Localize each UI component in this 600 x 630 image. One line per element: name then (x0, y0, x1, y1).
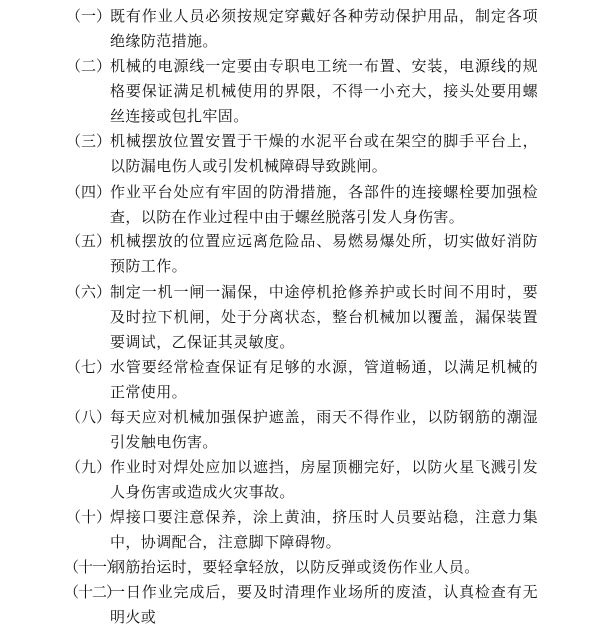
item-number: （九） (66, 458, 112, 476)
item-text: 水管要经常检查保证有足够的水源，管道畅通，以满足机械的正常使用。 (110, 358, 538, 401)
item-number: （十） (66, 508, 112, 526)
item-text: 制定一机一闸一漏保，中途停机抢修养护或长时间不用时，要及时拉下机闸，处于分离状态，整台机械加以覆盖，漏保装置要调试，乙保证其灵敏度。 (110, 283, 538, 351)
item-text: 每天应对机械加强保护遮盖，雨天不得作业，以防钢筋的潮湿引发触电伤害。 (110, 408, 538, 451)
item-text: 作业平台处应有牢固的防滑措施，各部件的连接螺栓要加强检查，以防在作业过程中由于螺丝脱落引发人身伤害。 (110, 183, 538, 226)
item-number: （十一） (64, 558, 121, 576)
item-number: （八） (66, 408, 112, 426)
item-text: 机械摆放的位置应远离危险品、易燃易爆处所，切实做好消防预防工作。 (110, 232, 538, 275)
item-number: （六） (66, 283, 112, 301)
item-number: （五） (66, 232, 112, 250)
item-number: （二） (66, 57, 112, 75)
item-text: 机械的电源线一定要由专职电工统一布置、安装，电源线的规格要保证满足机械使用的界限，不得一小充大，接头处要用螺丝连接或包扎牢固。 (110, 57, 538, 125)
item-number: （四） (66, 183, 112, 201)
item-text: 作业时对焊处应加以遮挡，房屋顶棚完好，以防火星飞溅引发人身伤害或造成火灾事故。 (110, 458, 538, 501)
item-number: （一） (66, 7, 112, 25)
item-number: （十二） (64, 583, 121, 601)
item-text: 既有作业人员必须按规定穿戴好各种劳动保护用品，制定各项绝缘防范措施。 (110, 7, 538, 50)
item-number: （三） (66, 132, 112, 150)
item-text: 一日作业完成后，要及时清理作业场所的废渣，认真检查有无明火或 (110, 583, 538, 626)
item-text: 焊接口要注意保养，涂上黄油，挤压时人员要站稳，注意力集中，协调配合，注意脚下障碍物。 (110, 508, 538, 551)
item-number: （七） (66, 358, 112, 376)
item-text: 机械摆放位置安置于干燥的水泥平台或在架空的脚手平台上，以防漏电伤人或引发机械障碍导致跳闸。 (110, 132, 538, 175)
item-text: 钢筋抬运时，要轻拿轻放，以防反弹或烫伤作业人员。 (110, 558, 480, 576)
